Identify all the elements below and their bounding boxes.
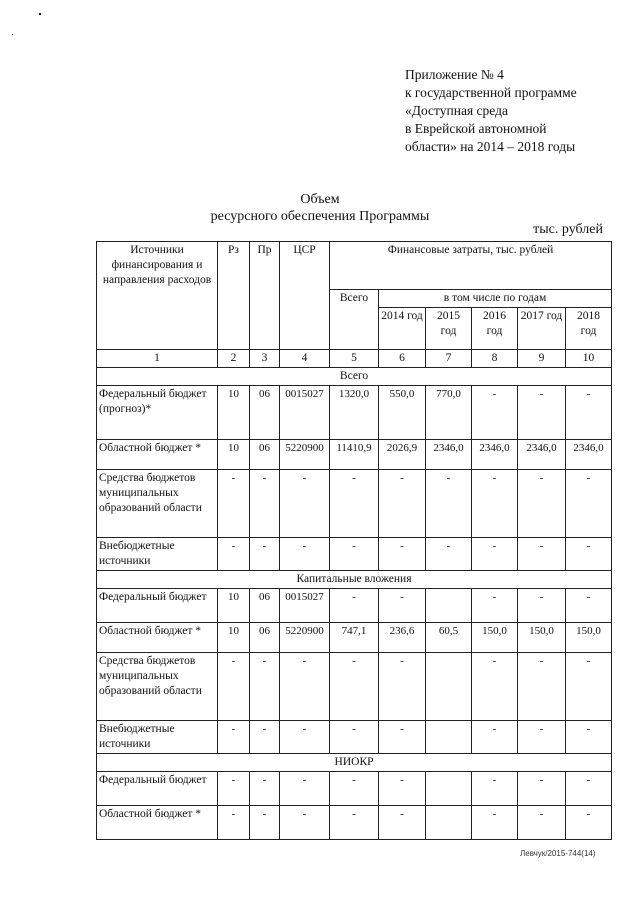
row-label: Средства бюджетов муниципальных образований области <box>97 653 218 721</box>
table-cell: 747,1 <box>330 623 379 653</box>
table-cell: - <box>280 470 330 538</box>
table-cell: - <box>566 589 612 623</box>
table-cell: - <box>330 772 379 806</box>
table-cell: - <box>250 721 280 754</box>
table-cell: 150,0 <box>566 623 612 653</box>
row-label: Областной бюджет * <box>97 440 218 470</box>
table-cell: - <box>566 772 612 806</box>
table-cell: - <box>330 470 379 538</box>
table-cell: - <box>250 538 280 571</box>
table-cell: - <box>472 386 518 440</box>
table-cell <box>426 721 472 754</box>
table-cell: - <box>330 589 379 623</box>
table-row <box>97 623 612 653</box>
table-cell: - <box>426 470 472 538</box>
table-cell: - <box>280 772 330 806</box>
table-cell: 10 <box>218 386 250 440</box>
table-cell: - <box>218 653 250 721</box>
column-number: 3 <box>250 350 280 368</box>
table-cell: 2346,0 <box>566 440 612 470</box>
section-title: Всего <box>97 368 612 386</box>
table-cell: 06 <box>250 589 280 623</box>
table-row <box>97 806 612 840</box>
table-cell <box>426 589 472 623</box>
table-cell: 5220900 <box>280 440 330 470</box>
table-row <box>97 386 612 440</box>
header-by-years: в том числе по годам <box>379 290 612 308</box>
document-subtitle: ресурсного обеспечения Программы <box>210 209 430 224</box>
table-cell: - <box>472 470 518 538</box>
table-cell: 150,0 <box>518 623 566 653</box>
header-pr: Пр <box>250 242 280 350</box>
scan-speck <box>39 13 41 15</box>
table-cell: 2346,0 <box>518 440 566 470</box>
table-cell: 1320,0 <box>330 386 379 440</box>
table-cell: - <box>379 470 426 538</box>
header-year: 2014 год <box>379 308 426 350</box>
row-label: Областной бюджет * <box>97 623 218 653</box>
table-cell: - <box>330 721 379 754</box>
column-number: 10 <box>566 350 612 368</box>
section-title: НИОКР <box>97 754 612 772</box>
table-cell: - <box>218 538 250 571</box>
table-cell: - <box>330 806 379 840</box>
section-row <box>97 754 612 772</box>
table-cell: - <box>566 653 612 721</box>
table-cell: - <box>518 589 566 623</box>
units-label: тыс. рублей <box>533 222 603 237</box>
table-cell: - <box>472 772 518 806</box>
table-cell: 150,0 <box>472 623 518 653</box>
table-cell: - <box>472 721 518 754</box>
table-row <box>97 538 612 571</box>
table-cell: - <box>379 806 426 840</box>
table-cell: - <box>426 538 472 571</box>
table-cell: - <box>379 772 426 806</box>
table-cell: - <box>472 653 518 721</box>
table-cell: - <box>280 806 330 840</box>
table-cell: 10 <box>218 623 250 653</box>
table-cell: - <box>472 538 518 571</box>
table-cell: 550,0 <box>379 386 426 440</box>
table-cell: - <box>250 806 280 840</box>
document-title: Объем <box>300 192 340 207</box>
column-number: 8 <box>472 350 518 368</box>
footer-code: Левчук/2015-744(14) <box>520 849 596 858</box>
table-cell: - <box>280 538 330 571</box>
row-label: Внебюджетные источники <box>97 721 218 754</box>
table-row <box>97 721 612 754</box>
header-total: Всего <box>330 290 379 350</box>
table-cell: 11410,9 <box>330 440 379 470</box>
column-number: 9 <box>518 350 566 368</box>
appendix-line: Приложение № 4 <box>405 67 504 82</box>
table-cell <box>426 772 472 806</box>
resource-table <box>96 241 612 840</box>
table-cell: - <box>218 721 250 754</box>
appendix-line: в Еврейской автономной <box>405 121 547 136</box>
table-cell: - <box>379 538 426 571</box>
header-row <box>97 242 612 290</box>
table-row <box>97 440 612 470</box>
table-cell: 0015027 <box>280 589 330 623</box>
table-cell: - <box>566 470 612 538</box>
row-label: Федеральный бюджет <box>97 589 218 623</box>
table-cell: 770,0 <box>426 386 472 440</box>
table-cell <box>426 653 472 721</box>
table-cell: 06 <box>250 623 280 653</box>
row-label: Средства бюджетов муниципальных образований области <box>97 470 218 538</box>
table-cell: - <box>330 538 379 571</box>
column-number: 1 <box>97 350 218 368</box>
table-cell: 236,6 <box>379 623 426 653</box>
section-title: Капитальные вложения <box>97 571 612 589</box>
header-year: 2016 год <box>472 308 518 350</box>
table-cell: - <box>379 653 426 721</box>
table-cell: - <box>518 386 566 440</box>
table-row <box>97 589 612 623</box>
column-number: 7 <box>426 350 472 368</box>
table-cell: - <box>566 538 612 571</box>
header-year: 2018 год <box>566 308 612 350</box>
appendix-note <box>405 66 577 156</box>
row-label: Федеральный бюджет (прогноз)* <box>97 386 218 440</box>
header-year: 2017 год <box>518 308 566 350</box>
table-row <box>97 470 612 538</box>
column-number: 2 <box>218 350 250 368</box>
scan-speck <box>12 34 13 35</box>
table-cell: - <box>330 653 379 721</box>
row-label: Областной бюджет * <box>97 806 218 840</box>
header-year: 2015 год <box>426 308 472 350</box>
table-cell: 2346,0 <box>426 440 472 470</box>
table-cell: - <box>472 589 518 623</box>
table-cell: 06 <box>250 440 280 470</box>
table-cell: - <box>518 470 566 538</box>
table-cell: 0015027 <box>280 386 330 440</box>
table-row <box>97 772 612 806</box>
table-cell: - <box>566 721 612 754</box>
table-cell: - <box>250 772 280 806</box>
row-label: Федеральный бюджет <box>97 772 218 806</box>
table-cell: - <box>566 806 612 840</box>
header-csr: ЦСР <box>280 242 330 350</box>
column-number: 4 <box>280 350 330 368</box>
table-cell: - <box>518 653 566 721</box>
table-cell: 2346,0 <box>472 440 518 470</box>
column-number-row <box>97 350 612 368</box>
table-cell: 5220900 <box>280 623 330 653</box>
table-cell: - <box>250 470 280 538</box>
table-cell: - <box>218 806 250 840</box>
appendix-line: к государственной программе <box>405 85 577 100</box>
column-number: 6 <box>379 350 426 368</box>
table-cell: 60,5 <box>426 623 472 653</box>
table-cell <box>426 806 472 840</box>
section-row <box>97 368 612 386</box>
table-cell: - <box>472 806 518 840</box>
table-cell: - <box>518 721 566 754</box>
header-sources: Источники финансирования и направления расходов <box>97 242 218 350</box>
table-cell: - <box>379 589 426 623</box>
table-cell: - <box>518 772 566 806</box>
table-cell: - <box>379 721 426 754</box>
table-cell: - <box>518 806 566 840</box>
header-rz: Рз <box>218 242 250 350</box>
header-fin: Финансовые затраты, тыс. рублей <box>330 242 612 290</box>
table-cell: - <box>218 772 250 806</box>
table-cell: 10 <box>218 440 250 470</box>
table-cell: - <box>566 386 612 440</box>
table-cell: - <box>280 721 330 754</box>
table-cell: - <box>218 470 250 538</box>
table-row <box>97 653 612 721</box>
appendix-line: «Доступная среда <box>405 103 508 118</box>
section-row <box>97 571 612 589</box>
column-number: 5 <box>330 350 379 368</box>
table-cell: - <box>250 653 280 721</box>
table-cell: 06 <box>250 386 280 440</box>
table-cell: - <box>280 653 330 721</box>
table-cell: 10 <box>218 589 250 623</box>
appendix-line: области» на 2014 – 2018 годы <box>405 139 576 154</box>
table-cell: - <box>518 538 566 571</box>
table-cell: 2026,9 <box>379 440 426 470</box>
row-label: Внебюджетные источники <box>97 538 218 571</box>
